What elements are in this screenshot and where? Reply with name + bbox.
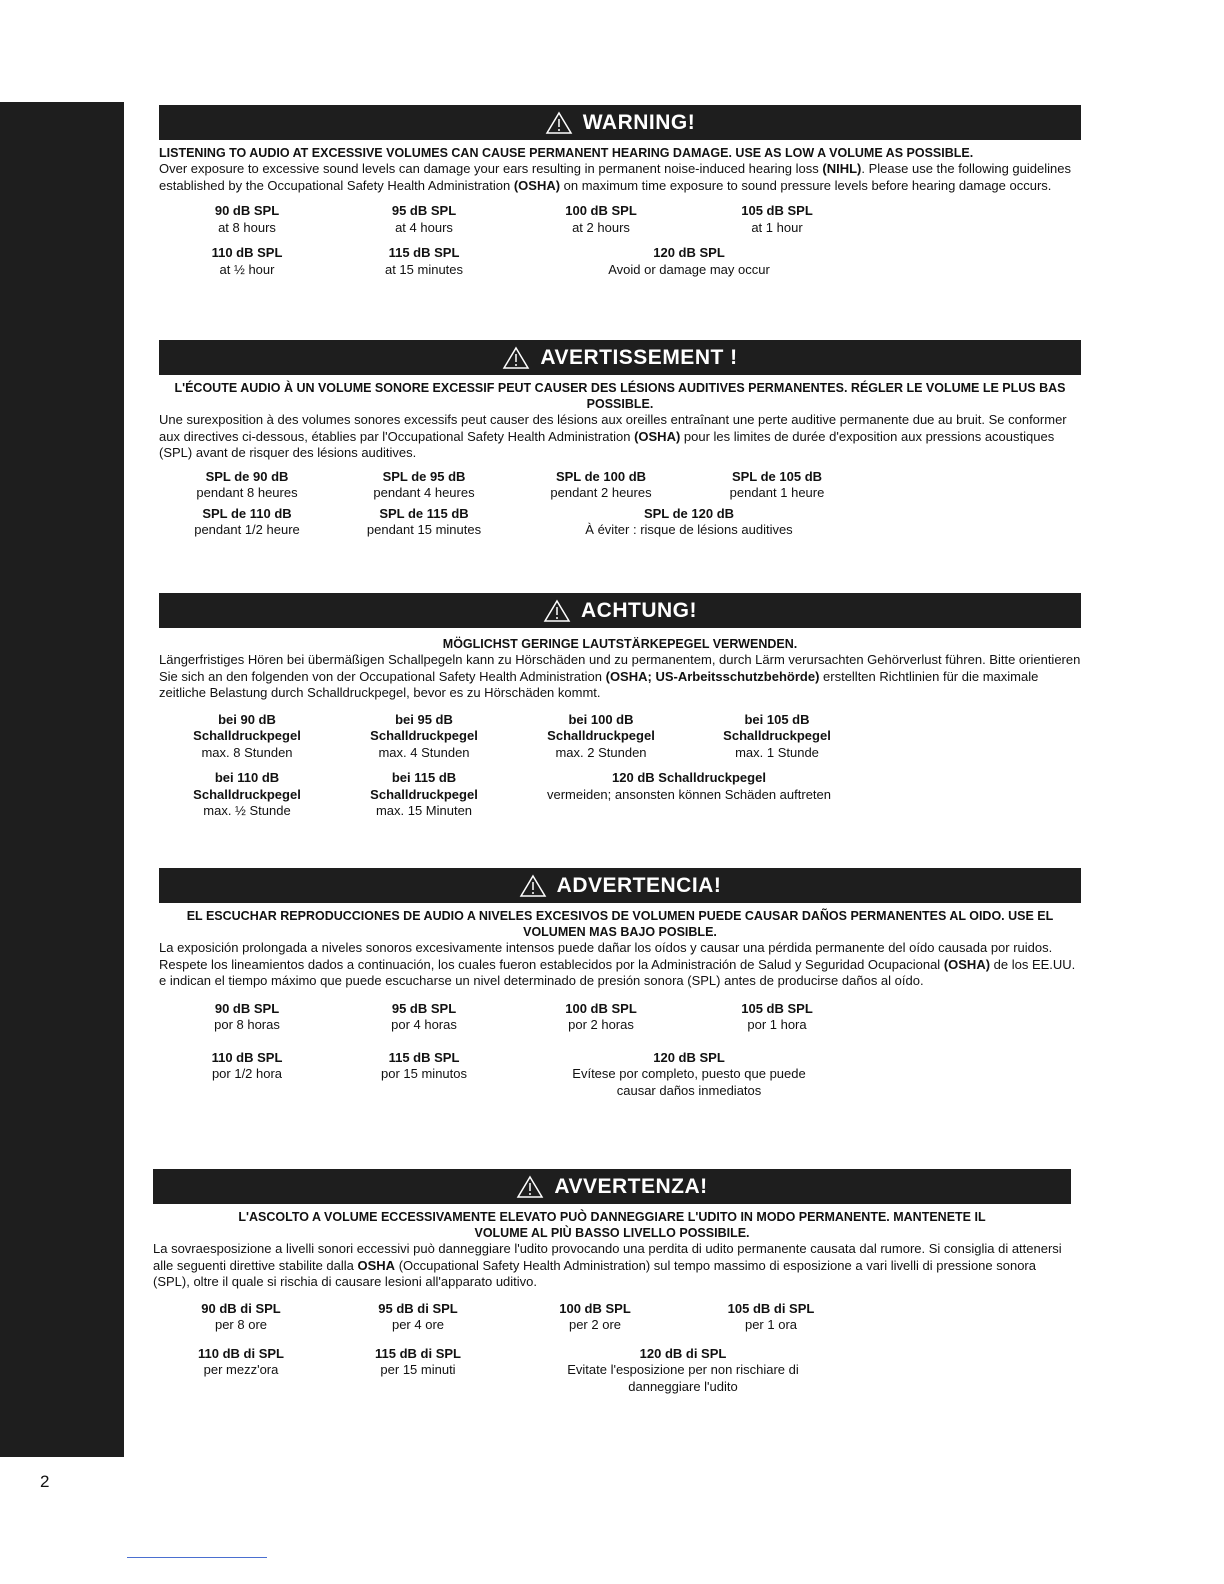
footer-divider [127,1557,267,1558]
body-text: Une surexposition à des volumes sonores excessifs peut causer des lésions aux oreilles entraînant une perte auditive permanente due au bruit. Se conformer aux directives ci-dessous, établies par l'Occupational Safety Health Administration (OSHA) pour les limites de durée d'exposition aux pressions acoustiques (SPL) avant de risquer des lésions auditives. [159,412,1067,460]
body-text: Längerfristiges Hören bei übermäßigen Schallpegeln kann zu Hörschäden und zu permanentem, durch Lärm verursachten Gehörverlust führen. Bitte orientieren Sie sich an den folgenden von der Occupational Safety Health Administration (OSHA; US-Arbeitsschutzbehörde) erstellten Richtlinien für die maximale zeitliche Belastung durch Schalldruckpegel, bevor es zu Hörschäden kommt. [159,652,1081,700]
exposure-cell: 110 dB SPL por 1/2 hora [211,1049,283,1081]
warning-banner [159,340,1081,375]
exposure-cell: 105 dB SPL por 1 hora [741,1000,813,1032]
exposure-cell: bei 115 dB Schalldruckpegel max. 15 Minuten [370,770,478,818]
headline: EL ESCUCHAR REPRODUCCIONES DE AUDIO A NIVELES EXCESIVOS DE VOLUMEN PUEDE CAUSAR DAÑOS PERMANENTES AL OIDO. USE EL VOLUMEN MAS BAJO POSIBLE. [186,909,1054,939]
warning-section-es [159,868,1081,1099]
warning-triangle-icon [502,346,530,370]
headline: LISTENING TO AUDIO AT EXCESSIVE VOLUMES CAN CAUSE PERMANENT HEARING DAMAGE. USE AS LOW A VOLUME AS POSSIBLE. [159,146,974,160]
banner-title: ADVERTENCIA! [556,873,722,897]
page-number: 2 [40,1472,50,1491]
warning-section-it [153,1169,1071,1395]
exposure-cell: 120 dB Schalldruckpegel vermeiden; ansonsten können Schäden auftreten [546,770,832,802]
exposure-cell: 90 dB SPL at 8 hours [214,203,280,235]
body-text: La sovraesposizione a livelli sonori eccessivi può danneggiare l'udito provocando una perdita di udito permanente causata dal rumore. Si consiglia di attenersi alle seguenti direttive stabilite dalla OSHA (Occupational Safety Health Administration) sul tempo massimo di esposizione a vari livelli di pressione sonora (SPL), oltre il quale si rischia di causare lesioni all'apparato uditivo. [153,1241,1062,1289]
warning-banner [153,1169,1071,1204]
banner-title: WARNING! [582,110,696,134]
warning-triangle-icon [516,1175,544,1199]
exposure-cell: bei 95 dB Schalldruckpegel max. 4 Stunden [370,711,478,760]
exposure-table [159,203,1081,278]
warning-triangle-icon [545,111,573,135]
exposure-cell: 110 dB di SPL per mezz'ora [198,1345,284,1377]
exposure-cell: 120 dB SPL Avoid or damage may occur [608,245,770,277]
warning-section-de [159,593,1081,820]
headline: L'ASCOLTO A VOLUME ECCESSIVAMENTE ELEVATO PUÒ DANNEGGIARE L'UDITO IN MODO PERMANENTE. MANTENETE IL VOLUME AL PIÙ BASSO LIVELLO POSSIBILE. [238,1210,986,1240]
exposure-cell: SPL de 115 dB pendant 15 minutes [366,505,482,537]
warning-section-fr [159,340,1081,539]
decorative-side-bar [0,102,124,1457]
exposure-cell: 105 dB di SPL per 1 ora [727,1300,815,1332]
warning-triangle-icon [519,874,547,898]
exposure-cell: 100 dB SPL por 2 horas [565,1000,637,1032]
exposure-cell: bei 90 dB Schalldruckpegel max. 8 Stunden [193,711,301,760]
exposure-table [159,469,1081,539]
warning-section-en [159,105,1081,278]
exposure-cell: 115 dB SPL por 15 minutos [381,1049,467,1081]
exposure-cell: 100 dB SPL at 2 hours [565,203,637,235]
exposure-cell: 115 dB SPL at 15 minutes [384,245,464,277]
exposure-table [153,1301,1071,1396]
warning-banner [159,593,1081,628]
body-text: La exposición prolongada a niveles sonoros excesivamente intensos puede dañar los oídos y causar una pérdida permanente del oído causada por ruidos. Respete los lineamientos dados a continuación, los cuales fueron establecidos por la Administración de Salud y Seguridad Ocupacional (OSHA) de los EE.UU. e indican el tiempo máximo que puede escucharse un nivel determinado de presión sonora (SPL) antes de producirse daños al oído. [159,940,1076,988]
exposure-cell: bei 110 dB Schalldruckpegel max. ½ Stunde [193,770,301,818]
exposure-cell: 90 dB SPL por 8 horas [214,1000,280,1032]
exposure-cell: 110 dB SPL at ½ hour [211,245,283,277]
exposure-cell: 105 dB SPL at 1 hour [741,203,813,235]
body-text: Over exposure to excessive sound levels can damage your ears resulting in permanent noise-induced hearing loss (NIHL). Please use the following guidelines established by the Occupational Safety Health Administration (OSHA) on maximum time exposure to sound pressure levels before hearing damage occurs. [159,161,1071,193]
exposure-cell: SPL de 120 dB À éviter : risque de lésions auditives [585,505,793,537]
warning-banner [159,105,1081,140]
banner-title: ACHTUNG! [581,598,697,622]
exposure-cell: bei 105 dB Schalldruckpegel max. 1 Stunde [723,711,831,760]
exposure-table [159,1001,1081,1100]
banner-title: AVERTISSEMENT ! [540,345,738,369]
exposure-cell: 115 dB di SPL per 15 minuti [375,1345,461,1377]
exposure-cell: 120 dB di SPL Evitate l'esposizione per non rischiare di danneggiare l'udito [567,1345,799,1394]
exposure-cell: bei 100 dB Schalldruckpegel max. 2 Stunden [547,711,655,760]
warning-triangle-icon [543,599,571,623]
exposure-cell: SPL de 90 dB pendant 8 heures [196,468,298,500]
exposure-cell: 100 dB SPL per 2 ore [559,1300,631,1332]
exposure-cell: 95 dB SPL por 4 horas [391,1000,457,1032]
exposure-table [159,712,1081,820]
exposure-cell: SPL de 95 dB pendant 4 heures [373,468,475,500]
exposure-cell: SPL de 105 dB pendant 1 heure [729,468,825,500]
banner-title: AVVERTENZA! [554,1174,708,1198]
exposure-cell: 120 dB SPL Evítese por completo, puesto que puede causar daños inmediatos [572,1049,806,1098]
warning-banner [159,868,1081,903]
exposure-cell: SPL de 100 dB pendant 2 heures [550,468,652,500]
exposure-cell: 90 dB di SPL per 8 ore [201,1300,281,1332]
exposure-cell: SPL de 110 dB pendant 1/2 heure [194,505,300,537]
headline: L'ÉCOUTE AUDIO À UN VOLUME SONORE EXCESSIF PEUT CAUSER DES LÉSIONS AUDITIVES PERMANENTES. RÉGLER LE VOLUME LE PLUS BAS POSSIBLE. [174,381,1066,411]
exposure-cell: 95 dB di SPL per 4 ore [378,1300,458,1332]
exposure-cell: 95 dB SPL at 4 hours [391,203,457,235]
headline: MÖGLICHST GERINGE LAUTSTÄRKEPEGEL VERWENDEN. [442,637,798,651]
